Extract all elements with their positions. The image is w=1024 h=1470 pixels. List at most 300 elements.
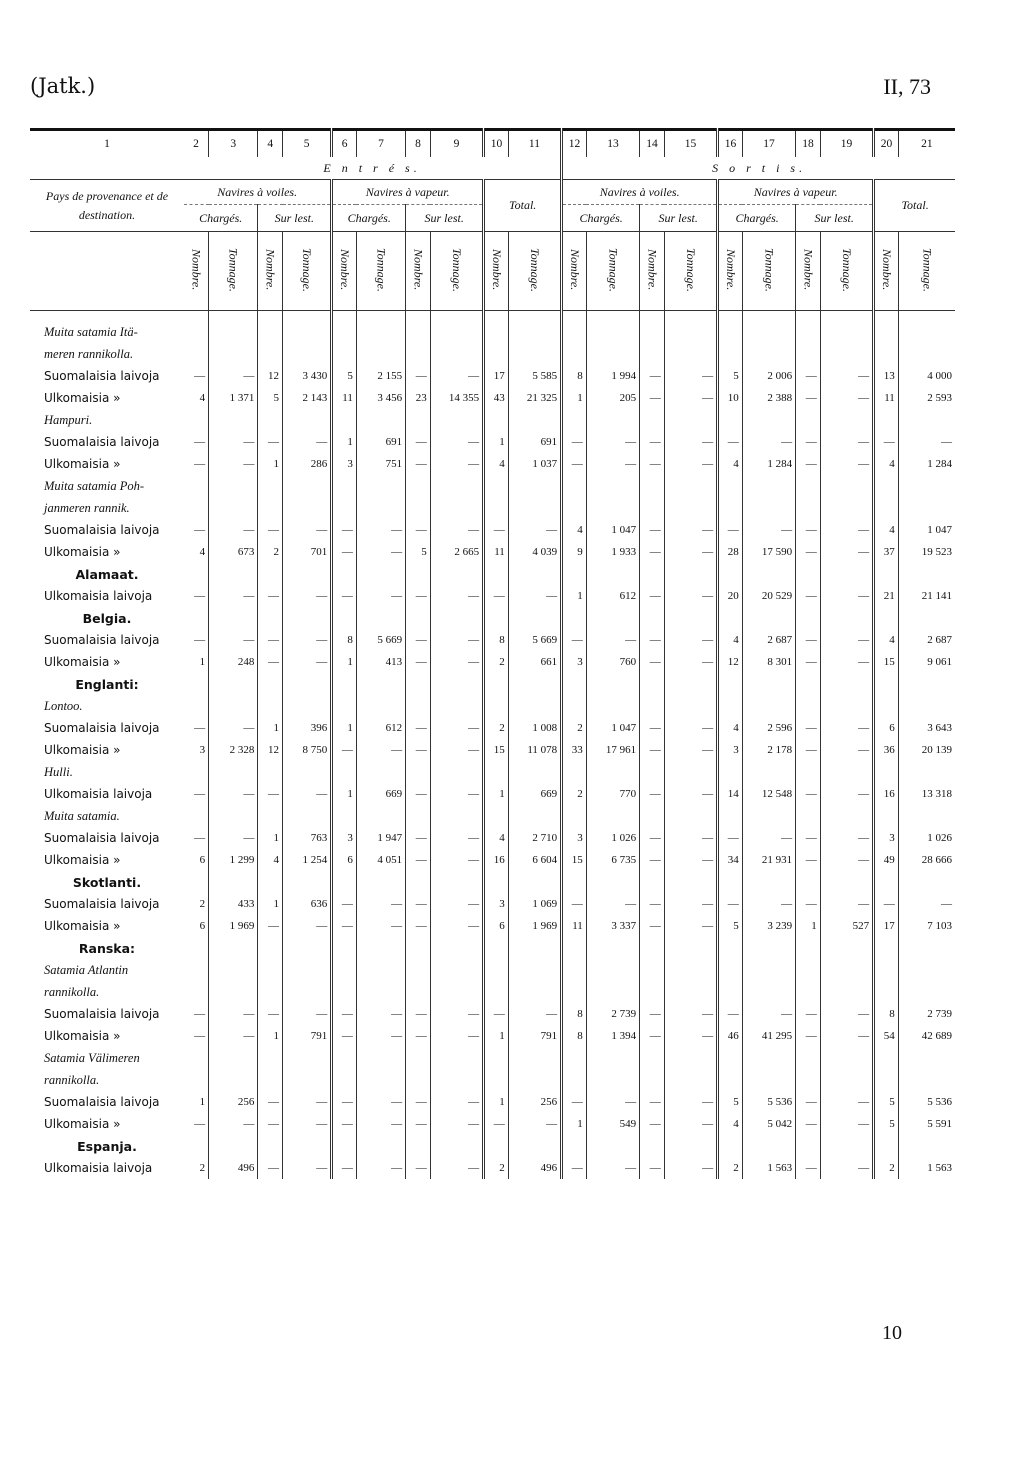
sur-lest-header: Sur lest. xyxy=(406,205,484,232)
nombre-label: Nombre. xyxy=(489,248,504,291)
nombre-label: Nombre. xyxy=(411,248,426,291)
table-cell xyxy=(258,673,283,695)
table-cell: — xyxy=(184,365,209,387)
table-cell: 256 xyxy=(508,1091,561,1113)
table-cell: 8 301 xyxy=(742,651,795,673)
table-cell xyxy=(640,563,665,585)
table-cell xyxy=(742,343,795,365)
table-cell xyxy=(742,1047,795,1069)
row-label: Skotlanti. xyxy=(72,874,142,890)
column-number: 3 xyxy=(209,130,258,158)
table-cell: 3 337 xyxy=(586,915,639,937)
table-cell: — xyxy=(820,453,873,475)
table-cell xyxy=(283,1047,332,1069)
table-cell: — xyxy=(209,1003,258,1025)
table-cell xyxy=(664,607,717,629)
table-cell: 3 xyxy=(718,739,743,761)
table-cell xyxy=(184,981,209,1003)
table-row xyxy=(30,651,955,673)
table-cell xyxy=(258,497,283,519)
page-number: 10 xyxy=(882,1322,902,1344)
table-cell: — xyxy=(664,849,717,871)
table-cell xyxy=(356,981,405,1003)
table-cell xyxy=(430,343,483,365)
table-cell xyxy=(874,673,899,695)
table-cell xyxy=(898,563,955,585)
table-cell: — xyxy=(283,783,332,805)
table-cell: — xyxy=(283,1003,332,1025)
table-cell: — xyxy=(874,431,899,453)
table-cell: — xyxy=(332,1091,357,1113)
table-cell xyxy=(332,981,357,1003)
table-cell xyxy=(718,673,743,695)
column-number: 11 xyxy=(508,130,561,158)
table-cell: — xyxy=(664,541,717,563)
row-label: Suomalaisia laivoja xyxy=(44,897,160,911)
table-cell: 8 750 xyxy=(283,739,332,761)
table-cell: 636 xyxy=(283,893,332,915)
table-cell: — xyxy=(664,519,717,541)
table-cell: — xyxy=(796,1025,821,1047)
table-cell: 2 143 xyxy=(283,387,332,409)
table-cell: — xyxy=(562,431,587,453)
table-cell xyxy=(586,607,639,629)
table-cell xyxy=(796,409,821,431)
table-cell xyxy=(742,1069,795,1091)
tonnage-label: Tonnage. xyxy=(920,247,935,292)
table-cell: 42 689 xyxy=(921,1030,952,1042)
table-cell: 1 969 xyxy=(209,915,258,937)
table-cell: — xyxy=(562,629,587,651)
table-cell: — xyxy=(796,893,821,915)
table-cell xyxy=(283,673,332,695)
table-cell: 2 593 xyxy=(927,392,952,404)
table-cell: — xyxy=(406,453,431,475)
table-cell: 760 xyxy=(586,651,639,673)
table-cell: — xyxy=(508,519,561,541)
table-cell: — xyxy=(258,1091,283,1113)
table-cell xyxy=(406,607,431,629)
table-cell: 286 xyxy=(283,453,332,475)
table-cell: — xyxy=(258,915,283,937)
table-cell xyxy=(664,871,717,893)
table-cell: 2 155 xyxy=(356,365,405,387)
table-cell: 5 536 xyxy=(927,1096,952,1108)
table-cell xyxy=(742,761,795,783)
table-row xyxy=(30,717,955,739)
table-cell: — xyxy=(332,1157,357,1179)
charges-header: Chargés. xyxy=(184,205,258,232)
entries-header: E n t r é s. xyxy=(184,157,562,180)
row-label: Lontoo. xyxy=(44,698,83,713)
table-cell xyxy=(796,1069,821,1091)
table-cell xyxy=(742,497,795,519)
table-cell: 13 xyxy=(874,365,899,387)
table-cell: — xyxy=(664,629,717,651)
table-cell: 1 xyxy=(258,893,283,915)
nombre-label: Nombre. xyxy=(879,248,894,291)
table-cell xyxy=(820,475,873,497)
table-cell xyxy=(258,959,283,981)
column-number: 16 xyxy=(718,130,743,158)
table-cell: — xyxy=(406,717,431,739)
table-cell xyxy=(664,937,717,959)
table-cell xyxy=(718,607,743,629)
table-cell: — xyxy=(664,387,717,409)
table-cell xyxy=(283,695,332,717)
column-number: 6 xyxy=(332,130,357,158)
table-cell: — xyxy=(640,893,665,915)
table-cell: 2 687 xyxy=(927,634,952,646)
table-cell: 14 355 xyxy=(430,387,483,409)
table-cell: — xyxy=(332,519,357,541)
row-label: Ranska: xyxy=(78,940,136,956)
table-cell: 1 254 xyxy=(283,849,332,871)
row-label: Ulkomaisia laivoja xyxy=(44,787,153,801)
table-cell xyxy=(484,1069,509,1091)
row-label: Belgia. xyxy=(82,610,132,626)
table-cell: — xyxy=(664,783,717,805)
row-label: Muita satamia Poh- xyxy=(44,478,144,493)
table-cell: — xyxy=(664,827,717,849)
column-number: 20 xyxy=(874,130,899,158)
row-label: Ulkomaisia » xyxy=(44,545,121,559)
row-label: Satamia Välimeren xyxy=(44,1050,140,1065)
table-cell: 12 xyxy=(718,651,743,673)
table-cell xyxy=(406,761,431,783)
table-cell xyxy=(209,871,258,893)
table-cell xyxy=(898,1069,955,1091)
table-cell xyxy=(332,1069,357,1091)
table-cell xyxy=(406,871,431,893)
table-cell xyxy=(796,563,821,585)
table-cell xyxy=(640,475,665,497)
table-row xyxy=(30,453,955,475)
table-cell xyxy=(640,959,665,981)
section-heading-row xyxy=(30,321,955,343)
table-cell: 3 xyxy=(562,651,587,673)
table-cell: 691 xyxy=(356,431,405,453)
table-cell: — xyxy=(640,541,665,563)
table-cell xyxy=(356,673,405,695)
table-cell xyxy=(209,409,258,431)
table-cell: 17 961 xyxy=(586,739,639,761)
table-cell xyxy=(332,409,357,431)
table-cell xyxy=(356,937,405,959)
table-cell: 5 585 xyxy=(508,365,561,387)
table-cell: 2 xyxy=(258,541,283,563)
table-row xyxy=(30,629,955,651)
section-heading-row xyxy=(30,673,955,695)
table-cell xyxy=(898,871,955,893)
table-cell: 5 591 xyxy=(927,1118,952,1130)
table-cell: — xyxy=(356,585,405,607)
charges-header: Chargés. xyxy=(332,205,406,232)
section-heading-row xyxy=(30,1047,955,1069)
table-row xyxy=(30,1003,955,1025)
table-cell: 5 xyxy=(718,1091,743,1113)
table-cell xyxy=(562,805,587,827)
table-cell: 1 xyxy=(484,431,509,453)
row-label: Espanja. xyxy=(77,1138,137,1154)
table-cell xyxy=(562,937,587,959)
table-cell xyxy=(718,475,743,497)
table-cell: 1 xyxy=(484,1025,509,1047)
table-cell xyxy=(430,475,483,497)
nombre-label: Nombre. xyxy=(263,248,278,291)
table-cell: — xyxy=(718,893,743,915)
table-cell: — xyxy=(664,453,717,475)
table-cell: — xyxy=(430,1003,483,1025)
table-cell xyxy=(184,805,209,827)
section-heading-row xyxy=(30,937,955,959)
table-cell xyxy=(209,1047,258,1069)
table-cell: 2 xyxy=(184,1157,209,1179)
table-cell xyxy=(283,497,332,519)
table-cell: — xyxy=(820,827,873,849)
nombre-label: Nombre. xyxy=(645,248,660,291)
table-cell xyxy=(562,1047,587,1069)
table-cell: — xyxy=(430,365,483,387)
table-cell xyxy=(586,1069,639,1091)
table-cell: — xyxy=(484,1003,509,1025)
table-cell xyxy=(430,805,483,827)
table-cell xyxy=(283,409,332,431)
table-cell xyxy=(742,563,795,585)
table-cell: 661 xyxy=(508,651,561,673)
table-cell: 4 xyxy=(484,827,509,849)
table-cell xyxy=(898,409,955,431)
table-cell: 1 947 xyxy=(356,827,405,849)
table-cell xyxy=(406,1047,431,1069)
sur-lest-header: Sur lest. xyxy=(640,205,718,232)
table-cell: — xyxy=(209,827,258,849)
table-cell xyxy=(430,1135,483,1157)
table-cell xyxy=(640,805,665,827)
table-cell xyxy=(406,409,431,431)
table-cell xyxy=(484,981,509,1003)
table-cell: 5 xyxy=(258,387,283,409)
table-cell: 9 061 xyxy=(927,656,952,668)
table-cell xyxy=(430,1047,483,1069)
table-cell xyxy=(484,871,509,893)
tonnage-label: Tonnage. xyxy=(839,247,854,292)
table-cell: — xyxy=(640,519,665,541)
table-cell: — xyxy=(332,585,357,607)
tonnage-label: Tonnage. xyxy=(606,247,621,292)
table-cell: — xyxy=(430,1157,483,1179)
row-label: Alamaat. xyxy=(75,566,139,582)
table-cell: — xyxy=(406,1003,431,1025)
row-label: Hampuri. xyxy=(44,412,93,427)
table-cell xyxy=(484,1047,509,1069)
table-cell xyxy=(586,1135,639,1157)
table-cell xyxy=(586,695,639,717)
table-cell: 8 xyxy=(332,629,357,651)
table-cell: — xyxy=(820,1091,873,1113)
table-cell xyxy=(718,1135,743,1157)
table-cell: 33 xyxy=(562,739,587,761)
table-cell: — xyxy=(796,717,821,739)
table-cell: — xyxy=(356,1025,405,1047)
table-cell: 1 xyxy=(562,1113,587,1135)
table-cell: — xyxy=(258,651,283,673)
table-cell xyxy=(258,1069,283,1091)
table-cell xyxy=(184,343,209,365)
table-cell xyxy=(742,607,795,629)
table-cell xyxy=(283,563,332,585)
table-cell xyxy=(742,321,795,343)
table-cell xyxy=(640,497,665,519)
table-cell xyxy=(283,321,332,343)
table-cell xyxy=(430,607,483,629)
sail-entries-header: Navires à voiles. xyxy=(184,180,332,205)
table-cell xyxy=(184,959,209,981)
table-cell xyxy=(184,409,209,431)
table-cell: 1 xyxy=(184,1091,209,1113)
table-cell xyxy=(796,959,821,981)
table-cell: — xyxy=(941,898,952,910)
table-cell: 13 318 xyxy=(921,788,952,800)
table-cell xyxy=(184,607,209,629)
table-cell: — xyxy=(430,739,483,761)
table-cell xyxy=(562,673,587,695)
table-row xyxy=(30,827,955,849)
table-cell: 5 xyxy=(718,365,743,387)
table-cell xyxy=(820,563,873,585)
table-cell: 496 xyxy=(508,1157,561,1179)
table-cell xyxy=(586,343,639,365)
table-cell: — xyxy=(820,651,873,673)
table-cell: 1 037 xyxy=(508,453,561,475)
table-cell: 8 xyxy=(484,629,509,651)
table-cell: 14 xyxy=(718,783,743,805)
table-cell xyxy=(184,871,209,893)
table-cell xyxy=(562,871,587,893)
table-cell: — xyxy=(508,1113,561,1135)
table-cell: — xyxy=(796,651,821,673)
table-cell xyxy=(332,321,357,343)
table-cell: 2 739 xyxy=(586,1003,639,1025)
table-cell: 17 xyxy=(874,915,899,937)
table-cell xyxy=(209,959,258,981)
table-cell xyxy=(796,321,821,343)
table-cell: — xyxy=(820,893,873,915)
table-cell: — xyxy=(430,915,483,937)
table-cell: — xyxy=(356,1113,405,1135)
table-cell xyxy=(209,937,258,959)
table-cell: — xyxy=(664,585,717,607)
table-cell: 15 xyxy=(874,651,899,673)
table-cell: 16 xyxy=(484,849,509,871)
table-cell: 20 529 xyxy=(742,585,795,607)
section-heading-row xyxy=(30,1135,955,1157)
table-cell xyxy=(874,1047,899,1069)
table-cell: — xyxy=(796,629,821,651)
table-cell xyxy=(283,1135,332,1157)
table-cell: 19 523 xyxy=(921,546,952,558)
table-cell xyxy=(430,563,483,585)
row-label: Ulkomaisia » xyxy=(44,743,121,757)
section-heading-row xyxy=(30,695,955,717)
table-cell xyxy=(718,409,743,431)
table-cell: 1 xyxy=(562,387,587,409)
column-number: 21 xyxy=(898,130,955,158)
table-cell xyxy=(718,871,743,893)
table-cell: — xyxy=(820,519,873,541)
table-cell: — xyxy=(430,519,483,541)
table-cell xyxy=(874,409,899,431)
table-cell xyxy=(874,761,899,783)
table-cell: — xyxy=(209,365,258,387)
table-cell: — xyxy=(184,431,209,453)
tonnage-label: Tonnage. xyxy=(374,247,389,292)
table-cell: 673 xyxy=(209,541,258,563)
table-cell: — xyxy=(209,1113,258,1135)
table-cell xyxy=(430,871,483,893)
table-cell: 6 xyxy=(184,915,209,937)
table-cell xyxy=(820,497,873,519)
table-cell: 21 141 xyxy=(921,590,952,602)
column-number: 14 xyxy=(640,130,665,158)
table-cell xyxy=(898,1047,955,1069)
table-cell xyxy=(562,563,587,585)
table-cell: 15 xyxy=(484,739,509,761)
table-cell xyxy=(356,1069,405,1091)
table-cell xyxy=(258,409,283,431)
table-cell xyxy=(640,761,665,783)
table-cell: 4 xyxy=(718,717,743,739)
table-cell xyxy=(718,1069,743,1091)
table-cell xyxy=(332,497,357,519)
table-cell xyxy=(718,981,743,1003)
table-cell: — xyxy=(406,1091,431,1113)
table-cell: 2 388 xyxy=(742,387,795,409)
table-cell xyxy=(258,695,283,717)
table-cell: 21 xyxy=(874,585,899,607)
table-cell xyxy=(718,959,743,981)
table-cell: — xyxy=(640,739,665,761)
table-row xyxy=(30,1091,955,1113)
table-cell: — xyxy=(508,585,561,607)
table-cell: 248 xyxy=(209,651,258,673)
table-cell xyxy=(406,321,431,343)
table-cell: 3 xyxy=(874,827,899,849)
table-cell xyxy=(356,805,405,827)
table-cell xyxy=(332,937,357,959)
table-cell xyxy=(664,959,717,981)
table-cell: — xyxy=(430,827,483,849)
table-cell xyxy=(586,981,639,1003)
table-cell: — xyxy=(406,519,431,541)
table-cell: — xyxy=(283,1157,332,1179)
table-cell: 20 139 xyxy=(921,744,952,756)
table-cell xyxy=(898,937,955,959)
table-cell xyxy=(484,805,509,827)
table-cell xyxy=(258,1047,283,1069)
table-cell: 2 739 xyxy=(927,1008,952,1020)
table-cell xyxy=(874,981,899,1003)
table-cell: 763 xyxy=(283,827,332,849)
table-cell xyxy=(562,695,587,717)
table-cell xyxy=(562,981,587,1003)
table-cell: 1 069 xyxy=(508,893,561,915)
table-cell: 17 590 xyxy=(742,541,795,563)
table-cell xyxy=(718,343,743,365)
nombre-label: Nombre. xyxy=(189,248,204,291)
table-cell xyxy=(406,475,431,497)
table-cell xyxy=(332,695,357,717)
